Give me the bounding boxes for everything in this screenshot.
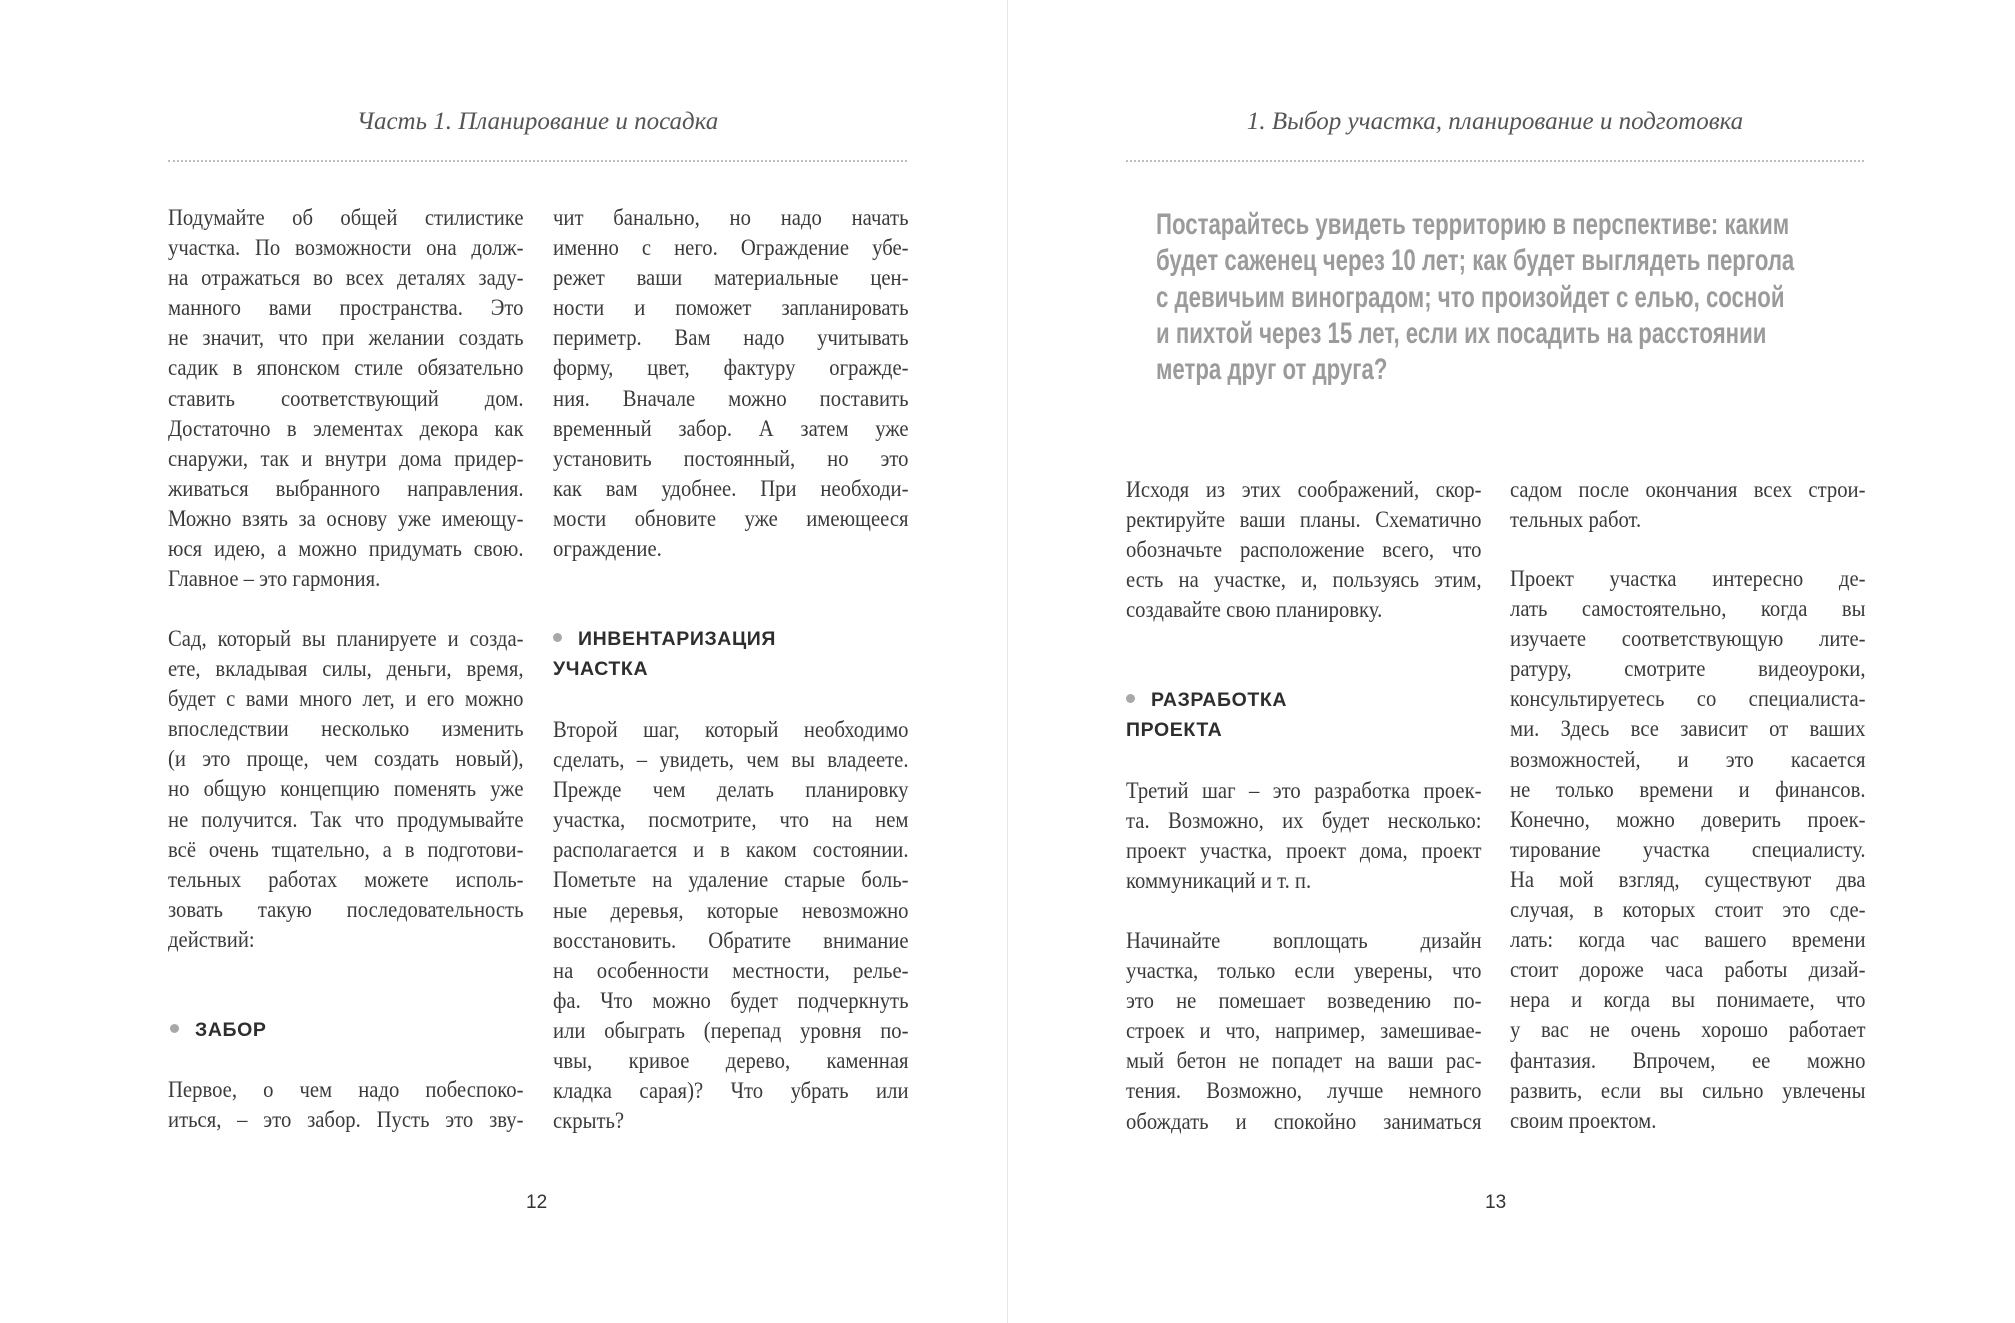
pull-quote <box>1156 207 2015 388</box>
text-line: ные деревья, которые невозможно <box>553 897 909 924</box>
text-line: садик в японском стиле обязательно <box>168 355 524 382</box>
quote-line: метра друг от друга? <box>1156 353 1388 387</box>
heading-text: УЧАСТКА <box>553 658 649 681</box>
text-line: участка. По возможности она долж- <box>168 235 524 262</box>
text-line: ния. Вначале можно поставить <box>553 385 909 412</box>
heading-text: ПРОЕКТА <box>1126 719 1223 742</box>
text-line: Первое, о чем надо побеспоко- <box>168 1077 524 1103</box>
bullet-icon <box>553 633 562 642</box>
text-line: ректируйте ваши планы. Схематично <box>1126 507 1482 534</box>
quote-line: и пихтой через 15 лет, если их посадить на расстоянии <box>1156 316 1767 350</box>
bullet-icon <box>170 1024 179 1033</box>
quote-line: будет саженец через 10 лет; как будет выглядеть пергола <box>1156 244 1795 278</box>
text-line: кладка сарая)? Что убрать или <box>553 1078 909 1105</box>
text-line: Можно взять за основу уже имеющу- <box>168 505 524 532</box>
text-line: ограждение. <box>553 536 662 563</box>
text-line: чит банально, но надо начать <box>553 205 909 231</box>
text-line: фантазия. Впрочем, ее можно <box>1510 1047 1866 1074</box>
text-line: действий: <box>168 926 255 953</box>
heading-line <box>553 654 776 684</box>
text-line: обождать и спокойно заниматься <box>1126 1108 1482 1135</box>
text-line: тельных работах можете исполь- <box>168 866 524 893</box>
text-line: юся идею, а можно придумать свою. <box>168 536 524 563</box>
text-line: ставить соответствующий дом. <box>168 385 524 412</box>
text-line: не только времени и финансов. <box>1510 776 1866 803</box>
text-line: та. Возможно, их будет несколько: <box>1126 808 1482 835</box>
text-line: установить постоянный, но это <box>553 445 909 472</box>
text-line: живаться выбранного направления. <box>168 475 524 502</box>
text-line: это не помешает возведению по- <box>1126 988 1482 1015</box>
text-line: режет ваши материальные цен- <box>553 265 909 292</box>
text-line: Конечно, можно доверить проек- <box>1510 806 1866 833</box>
text-line: создавайте свою планировку. <box>1126 597 1383 624</box>
text-line: на особенности местности, релье- <box>553 957 909 984</box>
text-line: участка, только если уверены, что <box>1126 958 1482 985</box>
paragraph <box>553 715 957 1136</box>
paragraph <box>1126 475 1530 625</box>
text-line: как вам удобнее. При необходи- <box>553 475 909 502</box>
text-line: располагается и в каком состоянии. <box>553 837 909 864</box>
text-line: будет с вами много лет, и его можно <box>168 686 524 713</box>
text-line: проект участка, проект дома, проект <box>1126 838 1482 865</box>
text-line: строек и что, например, замешивае- <box>1126 1018 1482 1045</box>
text-line: ми. Здесь все зависит от ваших <box>1510 716 1866 743</box>
text-line: лать самостоятельно, когда вы <box>1510 596 1866 623</box>
text-line: ности и поможет запланировать <box>553 295 909 322</box>
text-line: развить, если вы сильно увлечены <box>1510 1077 1866 1104</box>
left-page <box>0 0 1007 1323</box>
heading-text: ИНВЕНТАРИЗАЦИЯ <box>578 628 777 650</box>
text-line: Третий шаг – это разработка проек- <box>1126 778 1482 804</box>
text-line: не значит, что при желании создать <box>168 325 524 352</box>
text-line: коммуникаций и т. п. <box>1126 868 1312 895</box>
right-page <box>1008 0 2015 1323</box>
text-line: иться, – это забор. Пусть это зву- <box>168 1107 524 1134</box>
text-line: зовать такую последовательность <box>168 896 524 923</box>
text-line: впоследствии несколько изменить <box>168 716 524 743</box>
section-heading-project <box>1126 685 1287 745</box>
paragraph <box>168 1075 572 1135</box>
text-line: Исходя из этих соображений, скор- <box>1126 477 1482 503</box>
text-line: Достаточно в элементах декора как <box>168 415 524 442</box>
bullet-icon <box>1126 694 1135 703</box>
text-line: ете, вкладывая силы, деньги, время, <box>168 656 524 683</box>
heading-line <box>553 624 776 654</box>
text-line: нера и когда вы понимаете, что <box>1510 987 1866 1014</box>
text-line: фа. Что можно будет подчеркнуть <box>553 987 909 1014</box>
text-line: всё очень тщательно, а в подготови- <box>168 836 524 863</box>
heading-text: ЗАБОР <box>195 1019 267 1041</box>
text-line: периметр. Вам надо учитывать <box>553 325 909 352</box>
text-line: тения. Возможно, лучше немного <box>1126 1078 1482 1105</box>
section-heading-fence <box>170 1015 267 1045</box>
running-head-left: Часть 1. Планирование и посадка <box>356 108 719 135</box>
text-line: мый бетон не попадет на ваши рас- <box>1126 1048 1482 1075</box>
heading-line <box>1126 715 1287 745</box>
paragraph <box>168 203 572 594</box>
text-line: есть на участке, и, пользуясь этим, <box>1126 567 1482 594</box>
text-line: мости обновите уже имеющееся <box>553 505 909 532</box>
text-line: обозначьте расположение всего, что <box>1126 537 1482 564</box>
text-line: На мой взгляд, существуют два <box>1510 866 1866 893</box>
text-line: возможностей, и это касается <box>1510 746 1866 773</box>
text-line: Прежде чем делать планировку <box>553 777 909 804</box>
paragraph <box>1126 926 1530 1137</box>
text-line: временный забор. А затем уже <box>553 415 909 442</box>
text-line: консультируетесь со специалиста- <box>1510 686 1866 713</box>
header-divider <box>168 160 907 162</box>
heading-text: РАЗРАБОТКА <box>1151 689 1288 711</box>
text-line: форму, цвет, фактуру огражде- <box>553 355 909 382</box>
quote-line: с девичьим виноградом; что произойдет с елью, сосной <box>1156 280 1785 314</box>
text-line: Главное – это гармония. <box>168 566 381 593</box>
running-head-right: 1. Выбор участка, планирование и подготовка <box>1246 108 1744 135</box>
text-line: Подумайте об общей стилистике <box>168 205 524 231</box>
text-line: Начинайте воплощать дизайн <box>1126 928 1482 954</box>
text-line: тельных работ. <box>1510 507 1642 534</box>
page-number: 13 <box>1485 1192 1507 1213</box>
text-line: лать: когда час вашего времени <box>1510 927 1866 954</box>
text-line: ратуру, смотрите видеоуроки, <box>1510 656 1866 683</box>
text-line: тирование участка специалисту. <box>1510 836 1866 863</box>
text-line: изучаете соответствующую лите- <box>1510 626 1866 653</box>
paragraph <box>168 624 572 955</box>
text-line: Сад, который вы планируете и созда- <box>168 626 524 652</box>
text-line: не получится. Так что продумывайте <box>168 806 524 833</box>
text-line: Пометьте на удаление старые боль- <box>553 867 909 894</box>
text-line: случая, в которых стоит это сде- <box>1510 897 1866 924</box>
text-line: Второй шаг, который необходимо <box>553 717 909 743</box>
text-line: скрыть? <box>553 1108 625 1135</box>
page-number: 12 <box>526 1192 548 1213</box>
text-line: сделать, – увидеть, чем вы владеете. <box>553 747 909 774</box>
text-line: (и это проще, чем создать новый), <box>168 746 524 773</box>
section-heading-inventory <box>553 624 776 684</box>
text-line: садом после окончания всех строи- <box>1510 477 1866 503</box>
quote-line: Постарайтесь увидеть территорию в перспективе: каким <box>1156 208 1790 241</box>
text-line: на отражаться во всех деталях заду- <box>168 265 524 292</box>
paragraph <box>1510 564 1914 1136</box>
paragraph <box>553 203 957 564</box>
text-line: участка, посмотрите, что на нем <box>553 807 909 834</box>
paragraph <box>1510 475 1914 535</box>
text-line: но общую концепцию поменять уже <box>168 776 524 803</box>
text-line: стоит дороже часа работы дизай- <box>1510 957 1866 984</box>
text-line: снаружи, так и внутри дома придер- <box>168 445 524 472</box>
text-line: чвы, кривое дерево, каменная <box>553 1048 909 1075</box>
text-line: именно с него. Ограждение убе- <box>553 235 909 262</box>
paragraph <box>1126 776 1530 896</box>
heading-line <box>170 1015 267 1045</box>
text-line: своим проектом. <box>1510 1107 1657 1134</box>
text-line: манного вами пространства. Это <box>168 295 524 322</box>
header-divider <box>1126 160 1864 162</box>
text-line: у вас не очень хорошо работает <box>1510 1017 1866 1044</box>
text-line: или обыграть (перепад уровня по- <box>553 1017 909 1044</box>
heading-line <box>1126 685 1287 715</box>
text-line: Проект участка интересно де- <box>1510 566 1866 592</box>
text-line: восстановить. Обратите внимание <box>553 927 909 954</box>
